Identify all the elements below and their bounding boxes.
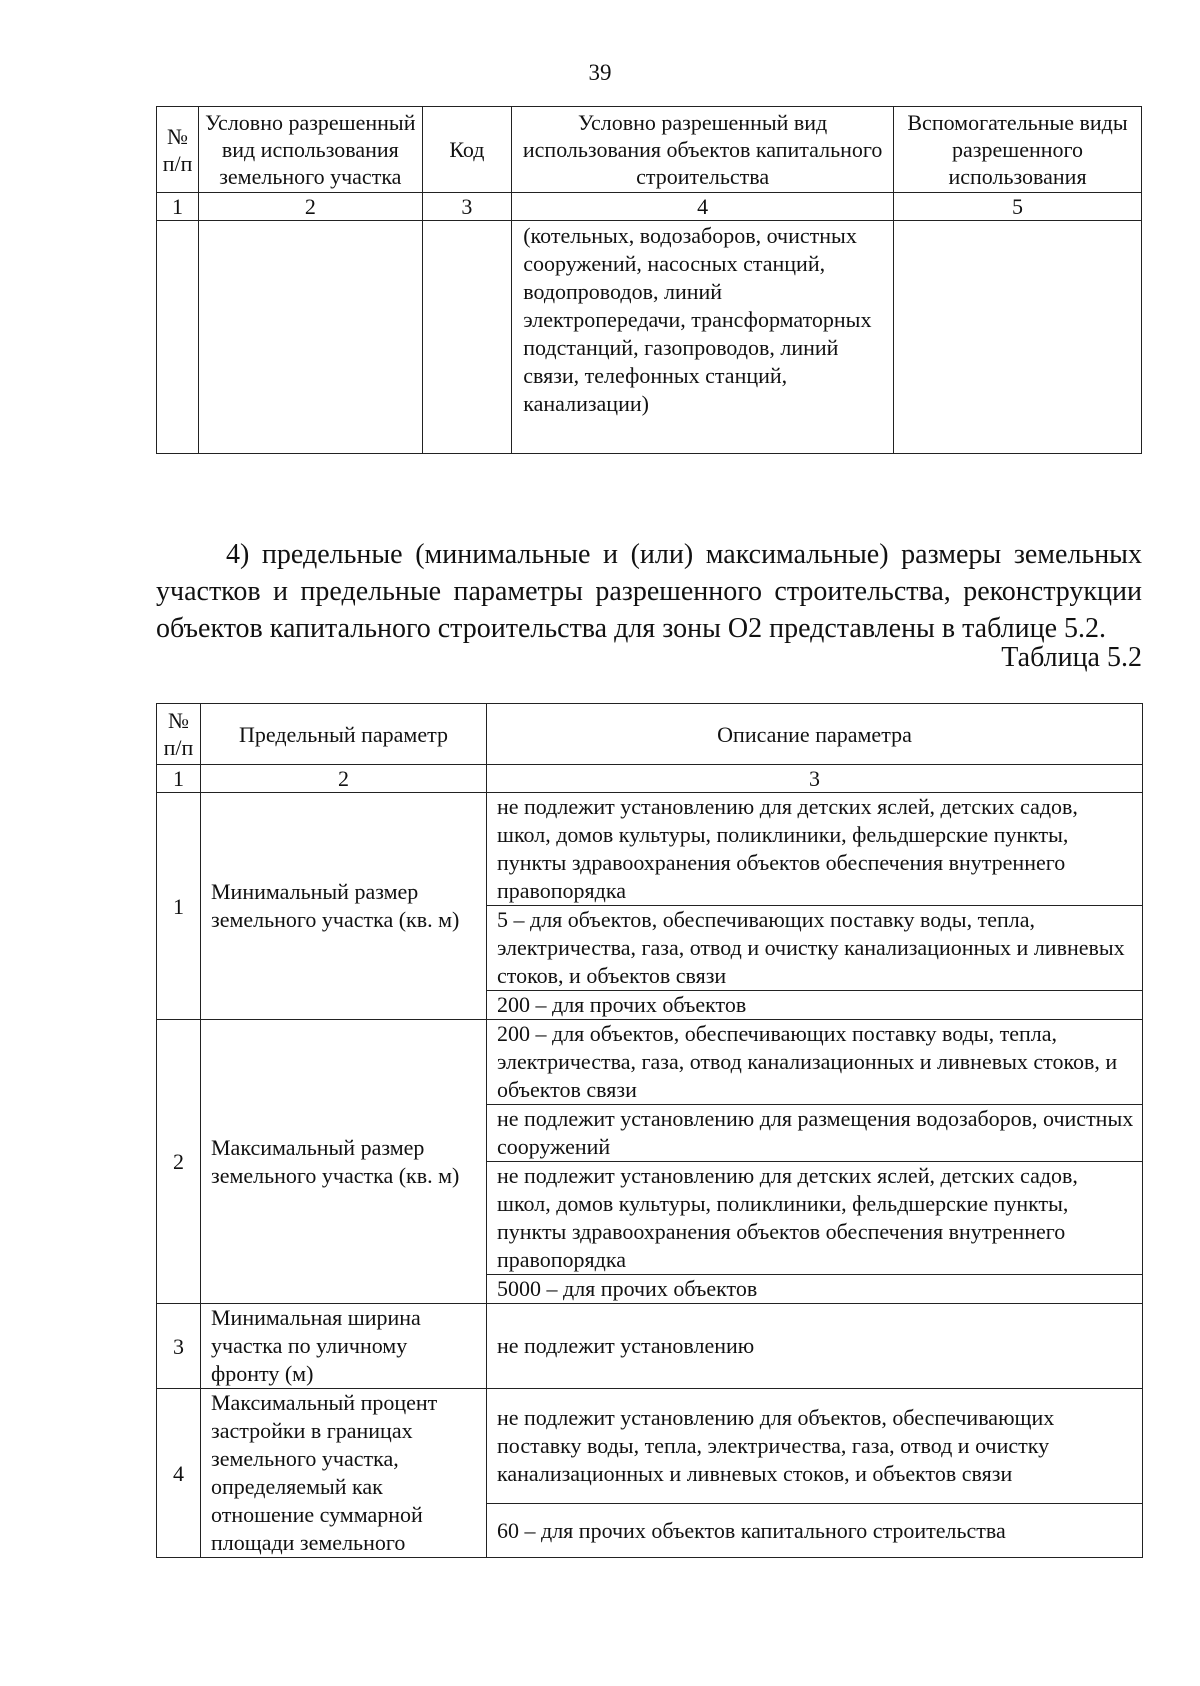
page-number: 39 (588, 60, 612, 85)
table1-cell (422, 221, 512, 454)
table1-column-number: 5 (894, 193, 1142, 221)
table1-header-cell: Вспомогательные виды разрешенного использования (894, 107, 1142, 193)
table2-header-row (157, 704, 1143, 765)
table-row (157, 1020, 1143, 1105)
table2-header-cell: Описание параметра (487, 704, 1143, 765)
parameter-description: не подлежит установлению (487, 1304, 1143, 1389)
table1-header-cell: Условно разрешенный вид использования объектов капитального строительства (512, 107, 894, 193)
table2-column-number: 3 (487, 765, 1143, 793)
table2-column-number: 2 (201, 765, 487, 793)
parameter-name: Минимальная ширина участка по уличному фронту (м) (201, 1304, 487, 1389)
parameter-description: не подлежит установлению для объектов, обеспечивающих поставку воды, тепла, электричества, газа, отвод и очистку канализационных и ливневых стоков, и объектов связи (487, 1389, 1143, 1504)
parameter-description: не подлежит установлению для детских яслей, детских садов, школ, домов культуры, поликлиники, фельдшерские пункты, пункты здравоохранения объектов обеспечения внутреннего правопорядка (487, 793, 1143, 906)
parameter-description: 200 – для прочих объектов (487, 991, 1143, 1020)
table1-column-number: 4 (512, 193, 894, 221)
table2-header-cell: Предельный параметр (201, 704, 487, 765)
table1-cell-description: (котельных, водозаборов, очистных сооружений, насосных станций, водопроводов, линий электропередачи, трансформаторных подстанций, газопроводов, линий связи, телефонных станций, канализации) (512, 221, 894, 454)
parameter-description: 5000 – для прочих объектов (487, 1275, 1143, 1304)
parameter-name: Минимальный размер земельного участка (кв. м) (201, 793, 487, 1020)
table1-header-row (157, 107, 1142, 193)
parameter-name: Максимальный размер земельного участка (кв. м) (201, 1020, 487, 1304)
table2-column-numbers (157, 765, 1143, 793)
row-number: 4 (157, 1389, 201, 1558)
table-row (157, 1389, 1143, 1504)
row-number: 3 (157, 1304, 201, 1389)
table1-cell (894, 221, 1142, 454)
parameter-name: Максимальный процент застройки в границах земельного участка, определяемый как отношение суммарной площади земельного (201, 1389, 487, 1558)
table1-column-number: 3 (422, 193, 512, 221)
table-row (157, 793, 1143, 906)
table1-header-cell: № п/п (157, 107, 199, 193)
table-caption: Таблица 5.2 (1001, 642, 1142, 673)
table1-header-cell: Код (422, 107, 512, 193)
row-number: 2 (157, 1020, 201, 1304)
table1-column-numbers (157, 193, 1142, 221)
row-number: 1 (157, 793, 201, 1020)
table1-column-number: 1 (157, 193, 199, 221)
permitted-use-table (156, 106, 1142, 454)
parameter-description: не подлежит установлению для размещения водозаборов, очистных сооружений (487, 1105, 1143, 1162)
limit-parameters-table (156, 703, 1143, 1558)
table-row (157, 1304, 1143, 1389)
body-paragraph: 4) предельные (минимальные и (или) максимальные) размеры земельных участков и предельные параметры разрешенного строительства, реконструкции объектов капитального строительства для зоны О2 представлены в таблице 5.2. (156, 539, 1142, 644)
parameter-description: 200 – для объектов, обеспечивающих поставку воды, тепла, электричества, газа, отвод канализационных и ливневых стоков, и объектов связи (487, 1020, 1143, 1105)
table1-column-number: 2 (199, 193, 423, 221)
parameter-description: не подлежит установлению для детских яслей, детских садов, школ, домов культуры, поликлиники, фельдшерские пункты, пункты здравоохранения объектов обеспечения внутреннего правопорядка (487, 1162, 1143, 1275)
table1-cell (157, 221, 199, 454)
parameter-description: 5 – для объектов, обеспечивающих поставку воды, тепла, электричества, газа, отвод и очистку канализационных и ливневых стоков, и объектов связи (487, 906, 1143, 991)
table1-header-cell: Условно разрешенный вид использования земельного участка (199, 107, 423, 193)
table2-column-number: 1 (157, 765, 201, 793)
table1-cell (199, 221, 423, 454)
parameter-description: 60 – для прочих объектов капитального строительства (487, 1504, 1143, 1558)
table2-header-cell: № п/п (157, 704, 201, 765)
table-row (157, 221, 1142, 454)
